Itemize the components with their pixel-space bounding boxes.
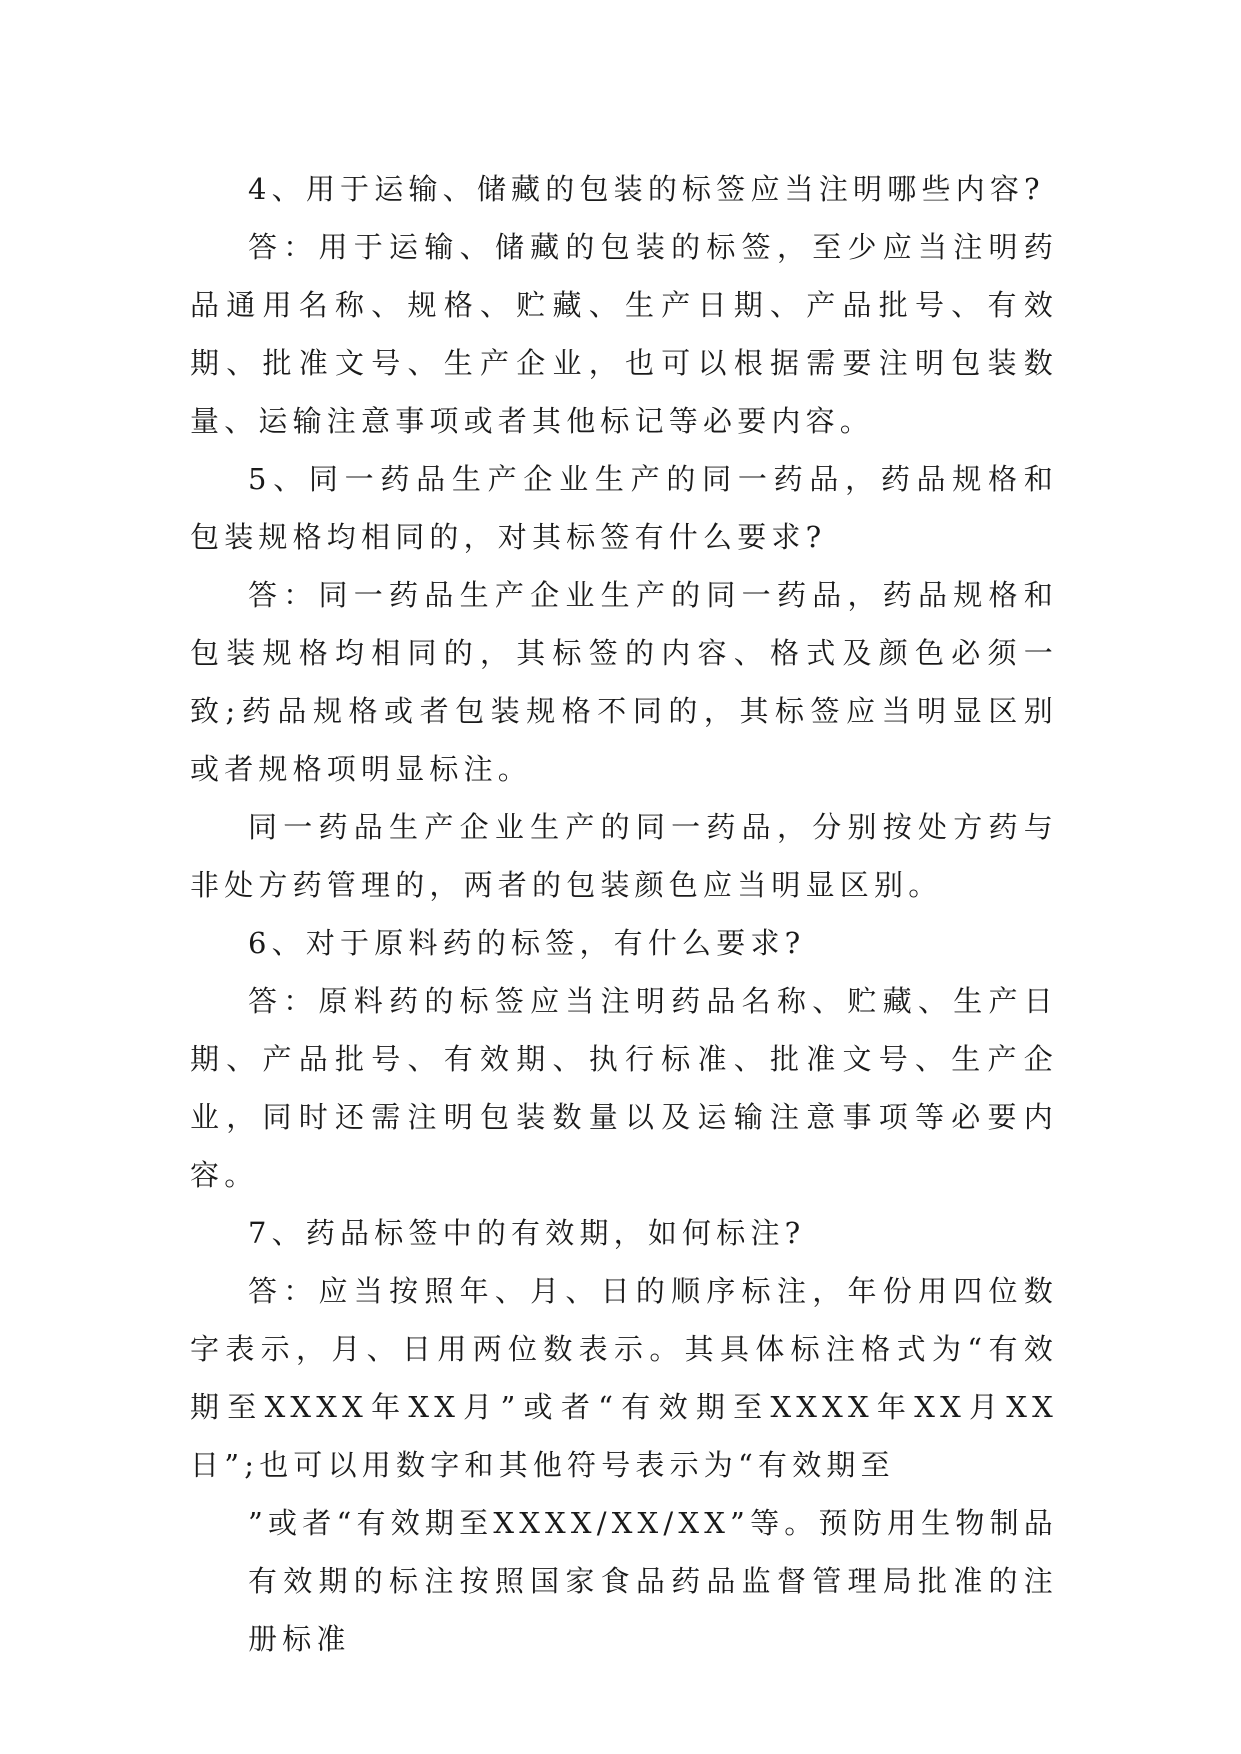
question-4: 4、用于运输、储藏的包装的标签应当注明哪些内容?: [248, 172, 1045, 206]
answer-5-continued: 同一药品生产企业生产的同一药品，分别按处方药与非处方药管理的，两者的包装颜色应当明显区别。: [190, 810, 1058, 902]
answer-7: 答：应当按照年、月、日的顺序标注，年份用四位数字表示，月、日用两位数表示。其具体标注格式为“有效期至XXXX年XX月”或者“有效期至XXXX年XX月XX日”;也可以用数字和其他符号表示为“有效期至: [190, 1274, 1058, 1482]
document-body: [190, 160, 1058, 1668]
answer-6: 答：原料药的标签应当注明药品名称、贮藏、生产日期、产品批号、有效期、执行标准、批准文号、生产企业，同时还需注明包装数量以及运输注意事项等必要内容。: [190, 984, 1058, 1192]
question-6: 6、对于原料药的标签，有什么要求?: [248, 926, 806, 960]
answer-4: 答：用于运输、储藏的包装的标签，至少应当注明药品通用名称、规格、贮藏、生产日期、产品批号、有效期、批准文号、生产企业，也可以根据需要注明包装数量、运输注意事项或者其他标记等必要内容。: [190, 230, 1058, 438]
answer-5: 答：同一药品生产企业生产的同一药品，药品规格和包装规格均相同的，其标签的内容、格式及颜色必须一致;药品规格或者包装规格不同的，其标签应当明显区别或者规格项明显标注。: [190, 578, 1058, 786]
answer-7-continued: ”或者“有效期至XXXX/XX/XX”等。预防用生物制品有效期的标注按照国家食品药品监督管理局批准的注册标准: [248, 1506, 1058, 1656]
question-5: 5、同一药品生产企业生产的同一药品，药品规格和包装规格均相同的，对其标签有什么要求?: [190, 462, 1058, 554]
question-7: 7、药品标签中的有效期，如何标注?: [248, 1216, 806, 1250]
